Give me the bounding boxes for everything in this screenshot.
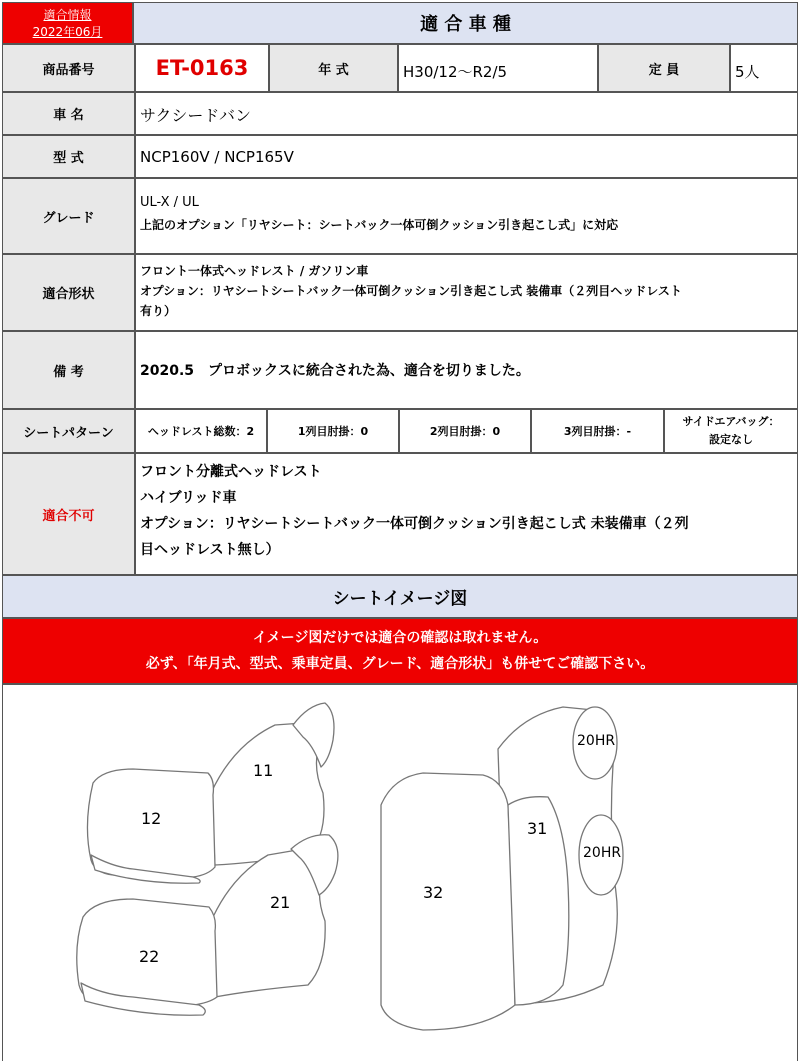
airbag-label: サイドエアバッグ： bbox=[682, 415, 780, 428]
badge-label: 適合情報 bbox=[43, 8, 92, 22]
pattern-row2-armrest: 2列目肘掛：0 bbox=[399, 409, 531, 453]
warning-line: 必ず、「年月式、型式、乗車定員、グレード、適合形状」も併せてご確認下さい。 bbox=[145, 656, 655, 672]
label-32: 32 bbox=[423, 883, 444, 902]
remarks-label: 備 考 bbox=[2, 331, 135, 409]
remarks-value: 2020.5 プロボックスに統合された為、適合を切りました。 bbox=[135, 331, 798, 409]
grade-value bbox=[135, 178, 798, 254]
grade-label: グレード bbox=[2, 178, 135, 254]
shape-line: フロント一体式ヘッドレスト / ガソリン車 bbox=[140, 264, 369, 278]
pattern-side-airbag bbox=[664, 409, 798, 453]
page-title: 適 合 車 種 bbox=[133, 2, 798, 44]
product-number-label: 商品番号 bbox=[2, 44, 135, 92]
capacity-value: 5人 bbox=[730, 44, 798, 92]
badge-date: 2022年06月 bbox=[32, 25, 103, 39]
model-label: 型 式 bbox=[2, 135, 135, 178]
model-value: NCP160V / NCP165V bbox=[135, 135, 798, 178]
pattern-headrests: ヘッドレスト総数：2 bbox=[135, 409, 267, 453]
product-number-value: ET-0163 bbox=[135, 44, 269, 92]
label-21: 21 bbox=[270, 893, 291, 912]
label-11: 11 bbox=[253, 761, 274, 780]
incompatible-line: 目ヘッドレスト無し） bbox=[140, 542, 280, 558]
label-31: 31 bbox=[527, 819, 548, 838]
shape-line: オプション：リヤシートシートバック一体可倒クッション引き起こし式 装備車（２列目ヘッドレスト bbox=[140, 284, 682, 298]
incompatible-value bbox=[135, 453, 798, 575]
image-section-title: シートイメージ図 bbox=[2, 575, 798, 618]
warning-line: イメージ図だけでは適合の確認は取れません。 bbox=[252, 630, 548, 646]
year-value: H30/12〜R2/5 bbox=[398, 44, 598, 92]
incompatible-line: フロント分離式ヘッドレスト bbox=[140, 464, 322, 480]
shape-label: 適合形状 bbox=[2, 254, 135, 331]
pattern-label: シートパターン bbox=[2, 409, 135, 453]
car-name-label: 車 名 bbox=[2, 92, 135, 135]
incompatible-line: ハイブリッド車 bbox=[140, 490, 237, 506]
seat-32-cushion-shape bbox=[381, 773, 515, 1030]
car-name-value: サクシードバン bbox=[135, 92, 798, 135]
info-badge bbox=[2, 2, 133, 44]
label-22: 22 bbox=[139, 947, 160, 966]
capacity-label: 定 員 bbox=[598, 44, 730, 92]
seat-diagram bbox=[2, 684, 798, 1061]
seat-21-backrest-shape bbox=[213, 849, 325, 997]
label-12: 12 bbox=[141, 809, 162, 828]
grade-line: UL-X / UL bbox=[140, 195, 199, 210]
pattern-row1-armrest: 1列目肘掛：0 bbox=[267, 409, 399, 453]
warning-banner bbox=[2, 618, 798, 684]
shape-line: 有り） bbox=[140, 304, 177, 318]
airbag-value: 設定なし bbox=[709, 433, 753, 446]
year-label: 年 式 bbox=[269, 44, 398, 92]
label-20hr-upper: 20HR bbox=[577, 733, 616, 749]
pattern-row3-armrest: 3列目肘掛：- bbox=[531, 409, 664, 453]
incompatible-label: 適合不可 bbox=[2, 453, 135, 575]
label-20hr-lower: 20HR bbox=[583, 845, 622, 861]
grade-note: 上記のオプション「リヤシート：シートバック一体可倒クッション引き起こし式」に対応 bbox=[140, 218, 619, 232]
incompatible-line: オプション：リヤシートシートバック一体可倒クッション引き起こし式 未装備車（２列 bbox=[140, 516, 689, 532]
shape-value bbox=[135, 254, 798, 331]
